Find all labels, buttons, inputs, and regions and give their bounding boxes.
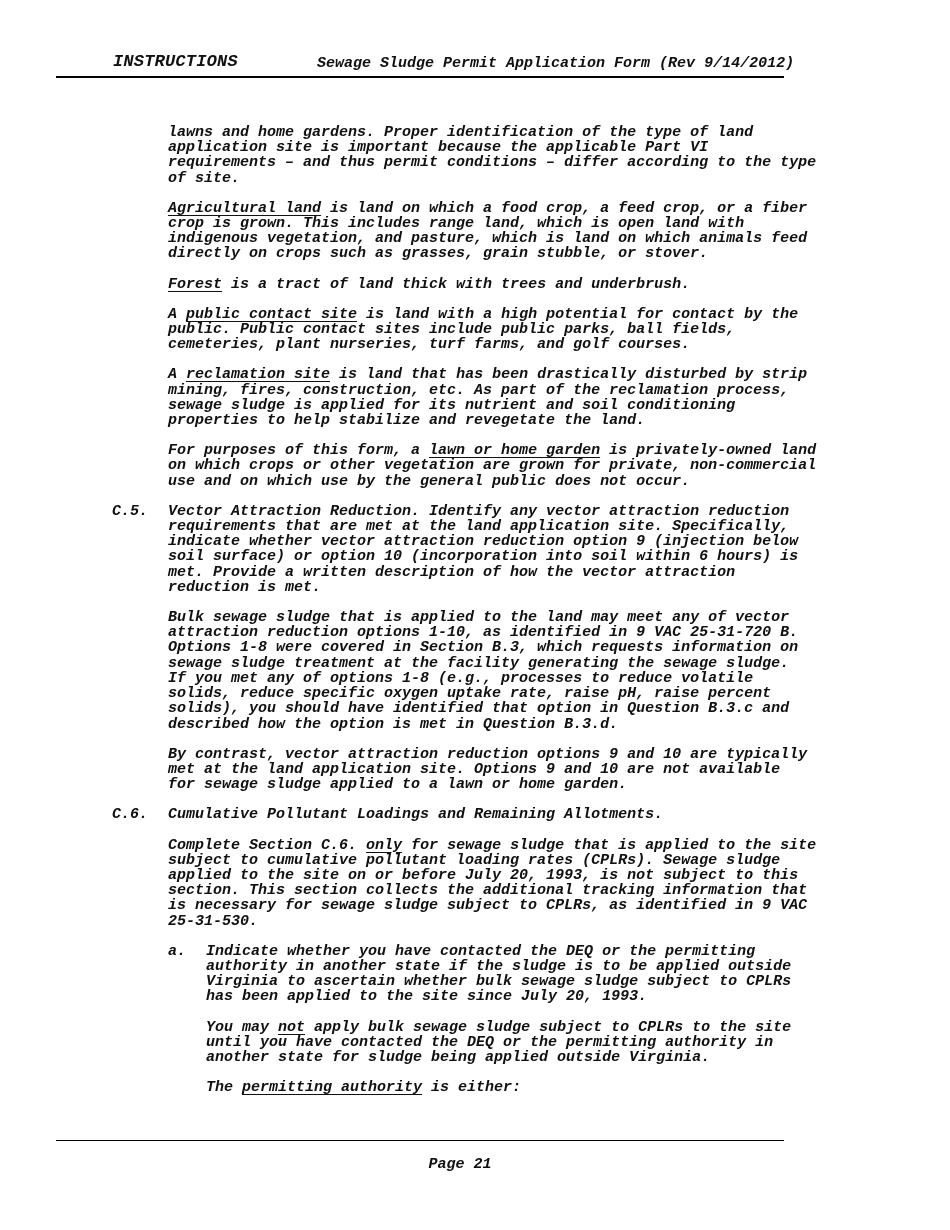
section-c6-paragraph-1: Complete Section C.6. only for sewage sludge that is applied to the site subject to cumulative pollutant loading rates (CPLRs). Sewage sludge applied to the site on or before July 20, 1993, is not subject to this section. This section collects the additional tracking information that is necessary for sewage sludge subject to CPLRs, as identified in 9 VAC 25-31-530. (168, 836, 817, 930)
section-c5-paragraph-2: By contrast, vector attraction reduction options 9 and 10 are typically met at the land application site. Options 9 and 10 are not available for sewage sludge applied to a lawn or home garden. (168, 745, 808, 794)
term-public-contact-site: public contact site (186, 305, 358, 323)
section-c6-heading: Cumulative Pollutant Loadings and Remaining Allotments. (168, 806, 664, 824)
term-forest: Forest (168, 275, 223, 293)
section-c6 (0, 807, 950, 822)
definition-reclamation-site: A reclamation site is land that has been drastically disturbed by strip mining, fires, construction, etc. As part of the reclamation process, sewage sludge is applied for its nutrient and soil conditioning properties to help stabilize and revegetate the land. (168, 366, 808, 430)
term-lawn-or-home-garden: lawn or home garden (429, 442, 601, 460)
header-form-title: Sewage Sludge Permit Application Form (Rev 9/14/2012) (317, 55, 795, 72)
section-c6-item-a (0, 944, 950, 1005)
item-a-letter: a. (168, 942, 187, 960)
definition-public-contact-site: A public contact site is land with a high potential for contact by the public. Public contact sites include public parks, ball fields, cemeteries, plant nurseries, turf farms, and golf courses. (168, 305, 799, 354)
term-reclamation-site: reclamation site (186, 366, 331, 384)
item-a-permitting-authority: The permitting authority is either: (206, 1079, 522, 1097)
section-c5-heading: Vector Attraction Reduction. Identify any vector attraction reduction requirements that are met at the land application site. Specifically, indicate whether vector attraction reduction option 9 (injection below soil surface) or option 10 (incorporation into soil within 6 hours) is met. Provide a written description of how the vector attraction reduction is met. (168, 502, 799, 596)
definition-agricultural-land: Agricultural land is land on which a food crop, a feed crop, or a fiber crop is grown. This includes range land, which is open land with indigenous vegetation, and pasture, which is land on which animals feed directly on crops such as grasses, grain stubble, or stover. (168, 199, 808, 263)
section-c5-paragraph-1: Bulk sewage sludge that is applied to the land may meet any of vector attraction reduction options 1-10, as identified in 9 VAC 25-31-720 B. Options 1-8 were covered in Section B.3, which requests information on sewage sludge treatment at the facility generating the sewage sludge. If you met any of options 1-8 (e.g., processes to reduce volatile solids, reduce specific oxygen uptake rate, raise pH, raise percent solids), you should have identified that option in Question B.3.c and described how the option is met in Question B.3.d. (168, 609, 799, 733)
item-a-text: Indicate whether you have contacted the DEQ or the permitting authority in another state if the sludge is to be applied outside Virginia to ascertain whether bulk sewage sludge subject to CPLRs has been applied to the site since July 20, 1993. (206, 942, 792, 1006)
section-c6-number: C.6. (112, 806, 149, 824)
definition-forest: Forest is a tract of land thick with trees and underbrush. (168, 275, 691, 293)
land-types-intro: lawns and home gardens. Proper identification of the type of land application site is important because the applicable Part VI requirements – and thus permit conditions – differ according to the type of site. (168, 124, 817, 187)
footer-divider (56, 1140, 784, 1141)
section-c5-number: C.5. (112, 502, 149, 520)
term-only: only (366, 836, 403, 854)
item-a-warning: You may not apply bulk sewage sludge subject to CPLRs to the site until you have contacted the DEQ or the permitting authority in another state for sludge being applied outside Virginia. (206, 1018, 792, 1066)
document-body (0, 125, 950, 1110)
page-number: Page 21 (428, 1156, 492, 1173)
section-c5 (0, 504, 950, 595)
header-section-label: INSTRUCTIONS (113, 53, 238, 72)
term-agricultural-land: Agricultural land (168, 199, 322, 217)
definition-lawn-or-home-garden: For purposes of this form, a lawn or home garden is privately-owned land on which crops or other vegetation are grown for private, non-commercial use and on which use by the general public does not occur. (168, 442, 817, 490)
term-permitting-authority: permitting authority (242, 1079, 423, 1097)
term-not: not (278, 1018, 306, 1036)
page-header (56, 52, 795, 78)
